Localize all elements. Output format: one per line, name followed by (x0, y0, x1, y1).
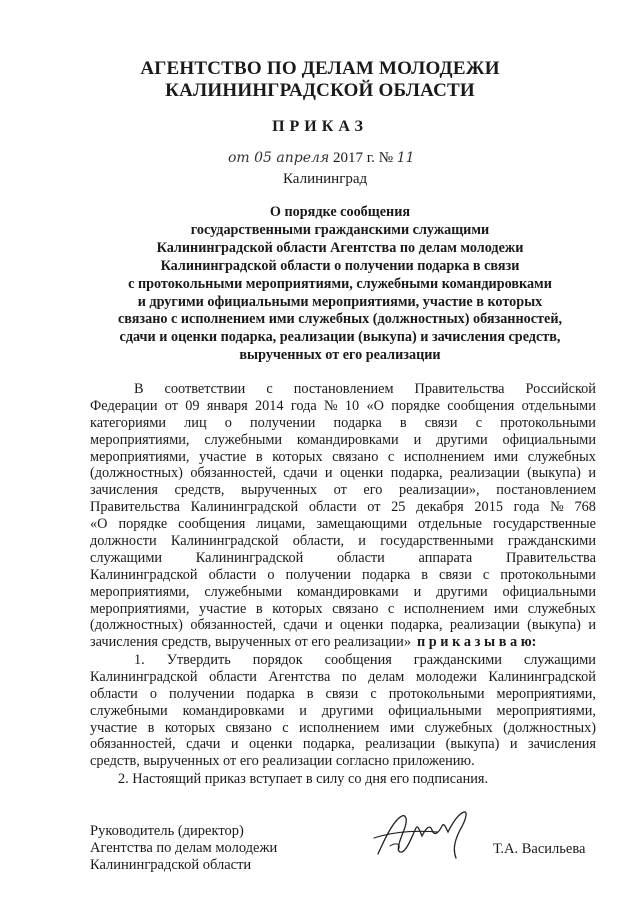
paragraph-line: 1. Утвердить порядок сообщения гражданскими служащими (134, 652, 596, 668)
subject-line: Калининградской области Агентства по делам молодежи (156, 239, 524, 256)
signer-position-line: Агентства по делам молодежи (90, 840, 278, 856)
handwritten-date: от 05 апреля (228, 150, 330, 166)
paragraph-line: обязанностей, сдачи и оценки подарка, реализации (выкупа) и зачисления (90, 736, 596, 753)
paragraph-line: служащими Калининградской области аппарата Правительства (90, 549, 596, 566)
paragraph-line: области о получении подарка в связи с протокольными мероприятиями, (90, 685, 596, 702)
agency-name-line1: АГЕНТСТВО ПО ДЕЛАМ МОЛОДЕЖИ (140, 58, 500, 79)
paragraph-line: Калининградской области Агентства по делам молодежи Калининградской (90, 668, 596, 685)
handwritten-signature (372, 806, 482, 866)
paragraph-line: должности Калининградской области, и государственными гражданскими (90, 533, 596, 550)
paragraph-line: мероприятиями, участие в которых связано с исполнением ими служебных (90, 600, 596, 617)
signer-position (90, 823, 277, 874)
subject-line: и другими официальными мероприятиями, участие в которых (137, 293, 543, 310)
paragraph-line: В соответствии с постановлением Правительства Российской (134, 381, 596, 397)
paragraph-line: категориями лиц о получении подарка в связи с протокольными (90, 414, 596, 431)
order-date-line (228, 150, 415, 167)
subject-line: О порядке сообщения (269, 204, 411, 220)
subject-line: связано с исполнением ими служебных (должностных) обязанностей, (117, 311, 563, 328)
subject-line: государственными гражданскими служащими (190, 221, 490, 238)
paragraph-line: Федерации от 09 января 2014 года № 10 «О порядке сообщения отдельными (90, 397, 596, 414)
order-year: 2017 г. (332, 150, 375, 166)
paragraph-line: служебными командировками и другими официальными мероприятиями, (90, 702, 596, 719)
paragraph-line: мероприятиями, участие в которых связано с исполнением ими служебных (90, 448, 596, 465)
signer-position-line: Руководитель (директор) (90, 823, 244, 839)
order-city: Калининград (283, 171, 368, 187)
paragraph-line: Калининградской области о получении подарка в связи с протокольными (90, 566, 596, 583)
paragraph-line: мероприятиями, служебными командировками и другими официальными (90, 431, 596, 448)
subject-line: с протокольными мероприятиями, служебными командировками (128, 275, 552, 292)
paragraph-line: (должностных) обязанностей, сдачи и оценки подарка, реализации (выкупа) и (90, 617, 596, 634)
paragraph-line: «О порядке сообщения лицами, замещающими отдельные государственные (90, 516, 596, 533)
agency-name-line2: КАЛИНИНГРАДСКОЙ ОБЛАСТИ (165, 80, 475, 101)
paragraph-line: зачисления средств, вырученных от его реализации», постановлением (90, 482, 596, 499)
signer-name: Т.А. Васильева (493, 841, 586, 857)
paragraph-line: 2. Настоящий приказ вступает в силу со дня его подписания. (118, 771, 489, 787)
subject-line: вырученных от его реализации (239, 347, 441, 364)
signer-position-line: Калининградской области (90, 857, 252, 873)
order-heading: ПРИКАЗ (272, 118, 368, 135)
preamble-paragraph (90, 381, 596, 651)
paragraph-line: мероприятиями, служебными командировками и другими официальными (90, 583, 596, 600)
subject-line: Калининградской области о получении подарка в связи (160, 257, 520, 274)
item-2-paragraph (90, 771, 596, 788)
item-1-paragraph (90, 652, 596, 770)
handwritten-number: 11 (396, 150, 415, 166)
order-number-label: № (378, 150, 393, 166)
order-verb: п р и к а з ы в а ю: (416, 634, 537, 651)
subject-line: сдачи и оценки подарка, реализации (выкупа) и зачисления средств, (119, 329, 561, 346)
paragraph-line: участие в которых связано с исполнением ими служебных (должностных) (90, 719, 596, 736)
paragraph-line: (должностных) обязанностей, сдачи и оценки подарка, реализации (выкупа) и (90, 465, 596, 482)
paragraph-line: зачисления средств, вырученных от его реализации» п р и к а з ы в а ю: (90, 634, 537, 651)
order-subject (60, 204, 620, 365)
paragraph-line: Правительства Калининградской области от 25 декабря 2015 года № 768 (90, 499, 596, 516)
paragraph-line: средств, вырученных от его реализации согласно приложению. (90, 753, 475, 770)
